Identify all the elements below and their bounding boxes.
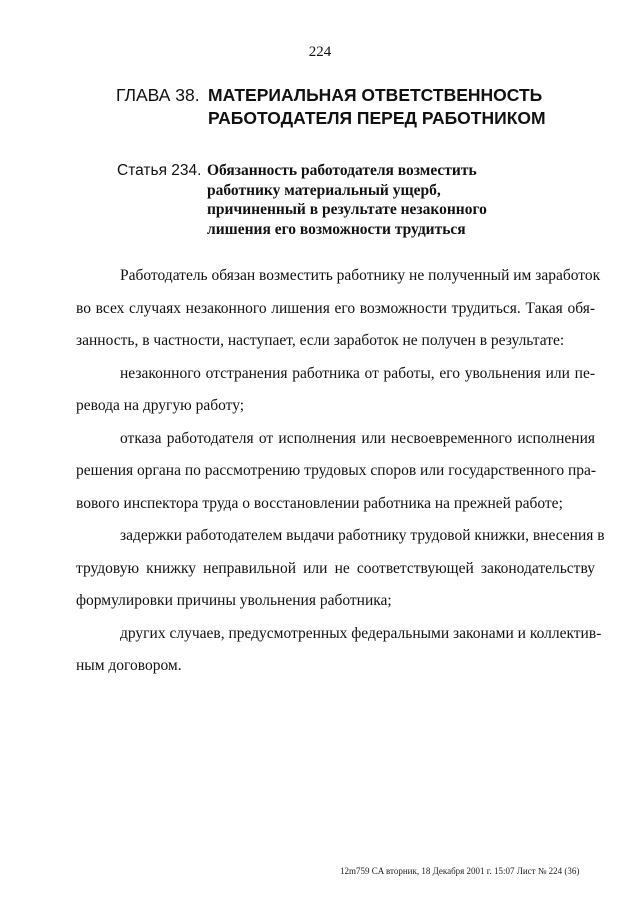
body-line: занность, в частности, наступает, если заработок не получен в результате: bbox=[76, 332, 565, 349]
article-title-line: причиненный в результате незаконного bbox=[207, 201, 487, 218]
print-footer: 12m759 CA вторник, 18 Декабря 2001 г. 15:07 Лист № 224 (36) bbox=[340, 866, 580, 876]
body-line: отказа работодателя от исполнения или несвоевременного исполнения bbox=[120, 429, 595, 447]
chapter-title-line: МАТЕРИАЛЬНАЯ ОТВЕТСТВЕННОСТЬ bbox=[208, 85, 543, 105]
body-line: формулировки причины увольнения работника; bbox=[76, 592, 392, 609]
body-line: Работодатель обязан возместить работнику не полученный им заработок bbox=[120, 267, 601, 284]
article-title-line: работнику материальный ущерб, bbox=[207, 181, 441, 199]
body-line: незаконного отстранения работника от работы, его увольнения или пе- bbox=[120, 364, 595, 382]
article-label: Статья 234. bbox=[117, 162, 202, 179]
body-line: во всех случаях незаконного лишения его возможности трудиться. Такая обя- bbox=[76, 299, 595, 317]
body-line: решения органа по рассмотрению трудовых споров или государственного пра- bbox=[76, 462, 597, 479]
body-line: ным договором. bbox=[76, 657, 182, 674]
body-line: трудовую книжку неправильной или не соответствующей законодательству bbox=[76, 559, 595, 577]
chapter-label: ГЛАВА 38. bbox=[116, 85, 200, 105]
article-title-line: лишения его возможности трудиться bbox=[207, 220, 466, 238]
article-title bbox=[207, 161, 487, 239]
page-number: 224 bbox=[308, 44, 332, 60]
chapter-title bbox=[208, 84, 546, 130]
article-body bbox=[76, 260, 605, 683]
article-title-line: Обязанность работодателя возместить bbox=[207, 162, 477, 179]
body-line: вового инспектора труда о восстановлении работника на прежней работе; bbox=[76, 494, 563, 512]
chapter-title-line: РАБОТОДАТЕЛЯ ПЕРЕД РАБОТНИКОМ bbox=[208, 108, 546, 128]
body-line: ревода на другую работу; bbox=[76, 397, 245, 414]
body-line: задержки работодателем выдачи работнику трудовой книжки, внесения в bbox=[120, 527, 605, 544]
body-line: других случаев, предусмотренных федеральными законами и коллектив- bbox=[120, 624, 602, 642]
